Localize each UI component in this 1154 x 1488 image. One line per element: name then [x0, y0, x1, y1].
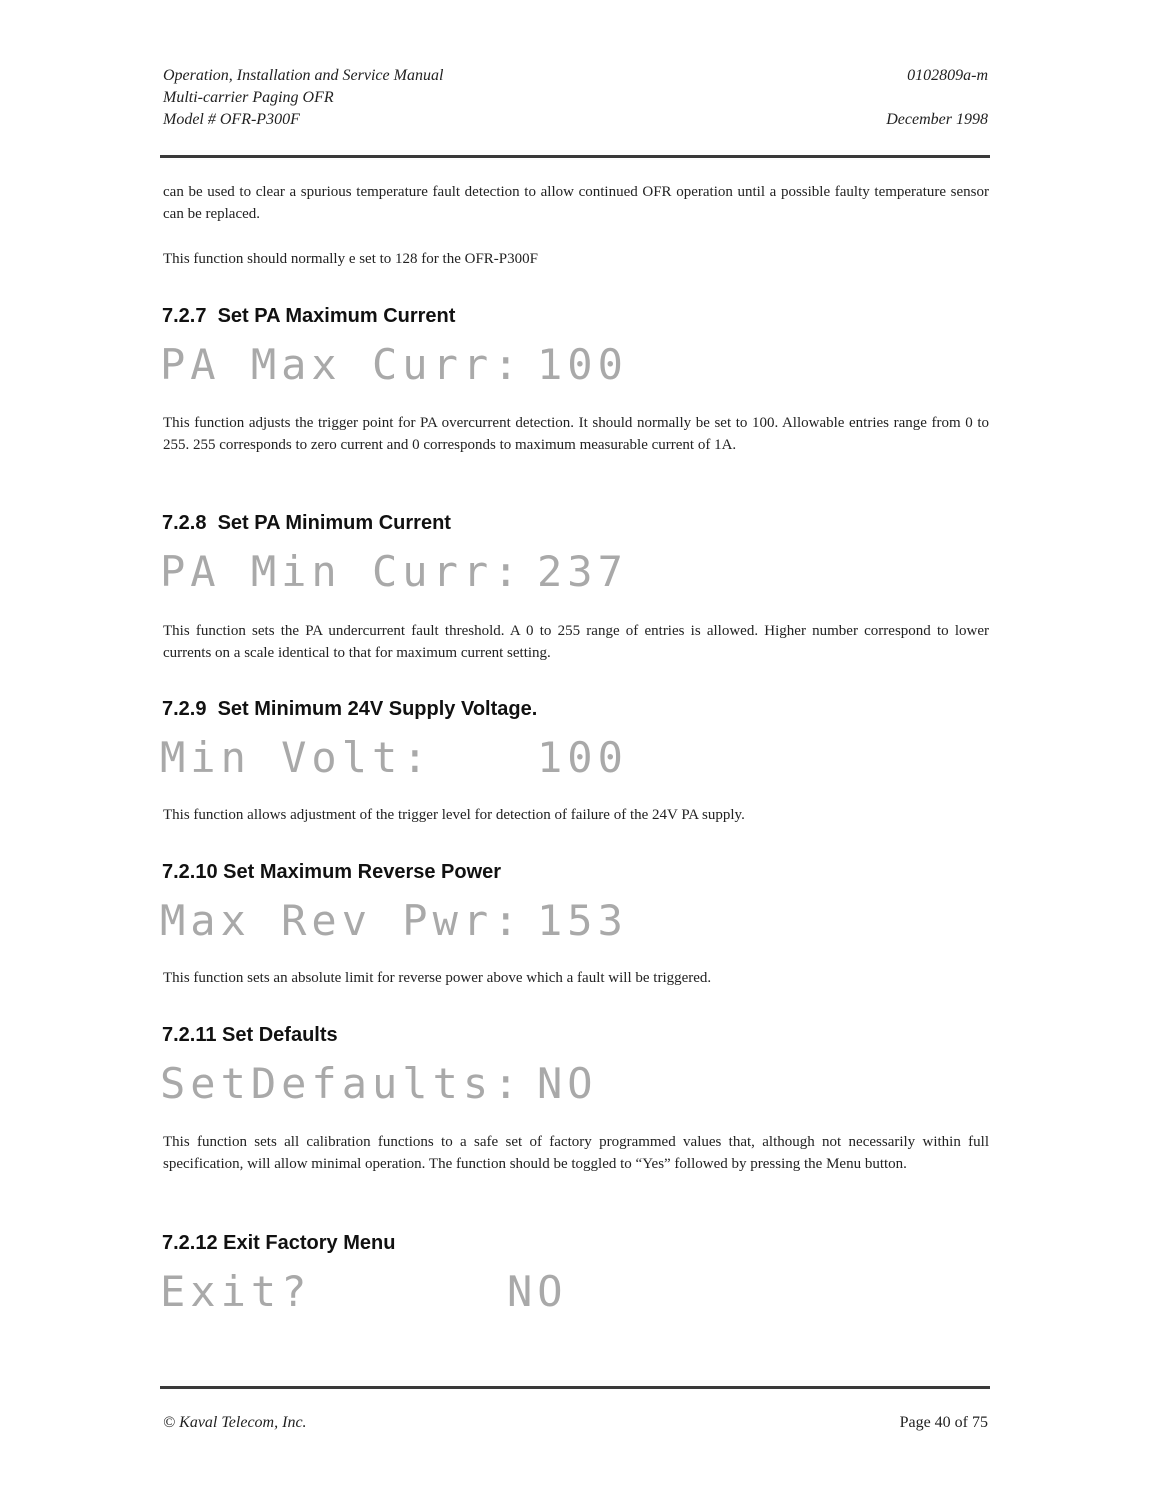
document-number: 0102809a-m [907, 67, 988, 84]
lcd-value-min-current: 237 [537, 547, 628, 596]
lcd-display-min-current [160, 547, 524, 596]
section-heading-7-2-9: 7.2.9 Set Minimum 24V Supply Voltage. [162, 698, 538, 720]
lcd-label: Min Volt: [160, 733, 433, 782]
lcd-label: SetDefaults: [160, 1059, 524, 1108]
lcd-display-exit [160, 1267, 312, 1316]
lcd-value-min-volt: 100 [537, 733, 628, 782]
intro-note: This function should normally e set to 128 for the OFR-P300F [163, 251, 538, 267]
section-body-7-2-11: This function sets all calibration functions to a safe set of factory programmed values that, although not necessarily within full specification, will allow minimal operation. The function should be toggled to “Yes” followed by pressing the Menu button. [163, 1134, 989, 1172]
intro-paragraph: can be used to clear a spurious temperature fault detection to allow continued OFR operation until a possible faulty temperature sensor can be replaced. [163, 184, 989, 222]
footer-copyright: © Kaval Telecom, Inc. [163, 1414, 307, 1431]
model-number: Model # OFR-P300F [163, 111, 300, 128]
lcd-label: PA Max Curr: [160, 340, 524, 389]
lcd-value-max-current: 100 [537, 340, 628, 389]
lcd-label: Exit? [160, 1267, 312, 1316]
lcd-value-reverse-power: 153 [537, 896, 628, 945]
document-date: December 1998 [886, 111, 988, 128]
section-body-7-2-7: This function adjusts the trigger point for PA overcurrent detection. It should normally be set to 100. Allowable entries range from 0 to 255. 255 corresponds to zero current and 0 corresponds to maximum measurable current of 1A. [163, 415, 989, 453]
header-divider [160, 155, 990, 158]
footer-page-number: Page 40 of 75 [899, 1414, 988, 1431]
section-heading-7-2-7: 7.2.7 Set PA Maximum Current [162, 305, 456, 327]
section-heading-7-2-11: 7.2.11 Set Defaults [162, 1024, 338, 1046]
lcd-display-min-volt [160, 733, 433, 782]
section-body-7-2-9: This function allows adjustment of the trigger level for detection of failure of the 24V PA supply. [163, 807, 745, 823]
lcd-display-reverse-power [160, 896, 524, 945]
section-body-7-2-8: This function sets the PA undercurrent fault threshold. A 0 to 255 range of entries is allowed. Higher number correspond to lower currents on a scale identical to that for maximum current setting. [163, 623, 989, 661]
section-heading-7-2-8: 7.2.8 Set PA Minimum Current [162, 512, 451, 534]
lcd-value-exit: NO [507, 1267, 568, 1316]
product-name: Multi-carrier Paging OFR [163, 89, 334, 106]
lcd-display-set-defaults [160, 1059, 524, 1108]
section-heading-7-2-12: 7.2.12 Exit Factory Menu [162, 1232, 396, 1254]
header-title-block [163, 65, 443, 131]
lcd-value-set-defaults: NO [537, 1059, 598, 1108]
lcd-display-max-current [160, 340, 524, 389]
section-heading-7-2-10: 7.2.10 Set Maximum Reverse Power [162, 861, 502, 883]
section-body-7-2-10: This function sets an absolute limit for reverse power above which a fault will be triggered. [163, 970, 712, 986]
footer-divider [160, 1386, 990, 1389]
lcd-label: PA Min Curr: [160, 547, 524, 596]
lcd-label: Max Rev Pwr: [160, 896, 524, 945]
manual-title: Operation, Installation and Service Manual [163, 67, 444, 84]
